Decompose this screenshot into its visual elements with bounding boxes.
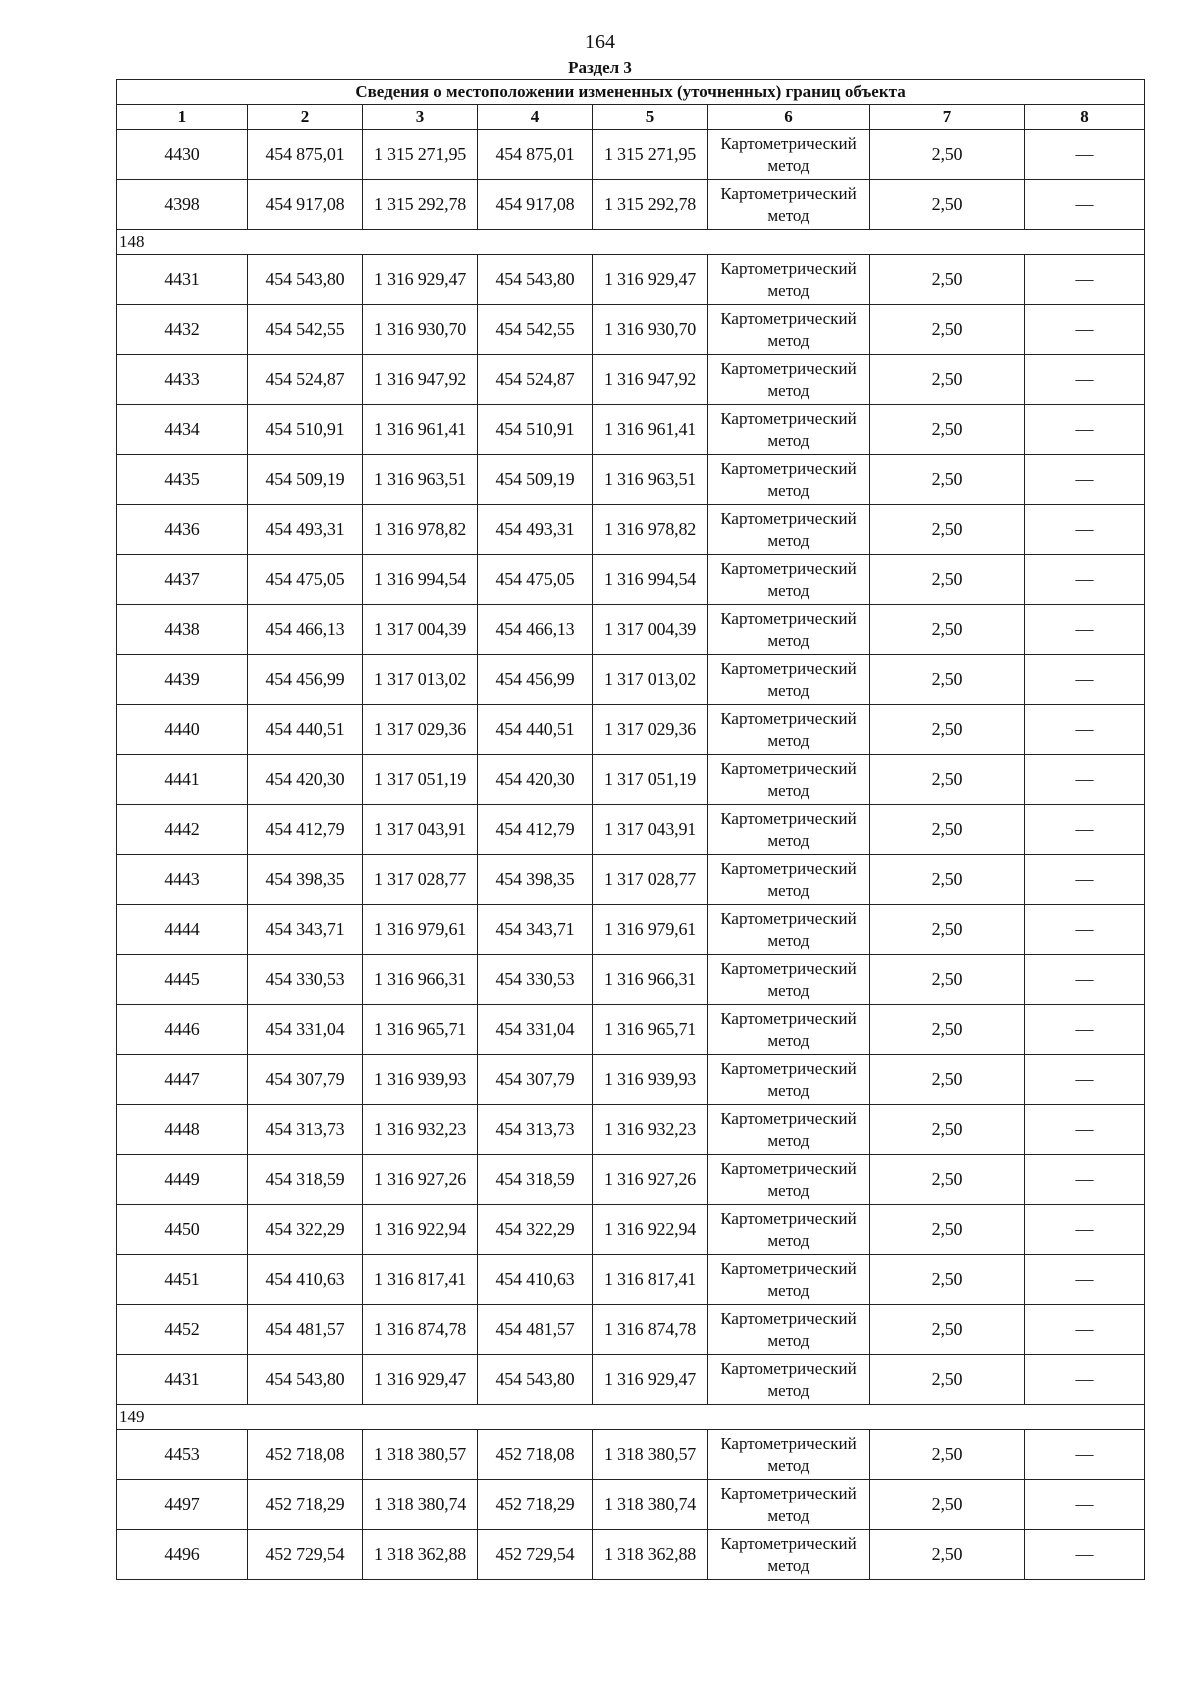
table-body: [117, 130, 1145, 1580]
description-cell: —: [1025, 455, 1145, 505]
y-coordinate-cell: 1 315 292,78: [363, 180, 478, 230]
table-row: [117, 455, 1145, 505]
y-coordinate-cell: 1 317 004,39: [593, 605, 708, 655]
point-number-cell: 4430: [117, 130, 248, 180]
table-row: [117, 855, 1145, 905]
y-coordinate-cell: 1 316 874,78: [363, 1305, 478, 1355]
y-coordinate-cell: 1 317 028,77: [363, 855, 478, 905]
x-coordinate-cell: 454 420,30: [248, 755, 363, 805]
table-row: [117, 955, 1145, 1005]
x-coordinate-cell: 454 412,79: [248, 805, 363, 855]
y-coordinate-cell: 1 318 362,88: [363, 1530, 478, 1580]
table-row: [117, 505, 1145, 555]
x-coordinate-cell: 454 331,04: [248, 1005, 363, 1055]
table-row: [117, 180, 1145, 230]
accuracy-cell: 2,50: [870, 1480, 1025, 1530]
table-caption: Сведения о местоположении измененных (уточненных) границ объекта: [117, 80, 1145, 105]
x-coordinate-cell: 454 510,91: [478, 405, 593, 455]
x-coordinate-cell: 454 456,99: [478, 655, 593, 705]
y-coordinate-cell: 1 318 380,57: [593, 1430, 708, 1480]
y-coordinate-cell: 1 316 965,71: [363, 1005, 478, 1055]
x-coordinate-cell: 454 917,08: [478, 180, 593, 230]
y-coordinate-cell: 1 316 963,51: [593, 455, 708, 505]
x-coordinate-cell: 454 510,91: [248, 405, 363, 455]
method-cell: Картометрический метод: [708, 355, 870, 405]
method-cell: Картометрический метод: [708, 180, 870, 230]
description-cell: —: [1025, 1430, 1145, 1480]
table-row: [117, 305, 1145, 355]
y-coordinate-cell: 1 318 380,74: [593, 1480, 708, 1530]
column-header: 3: [363, 105, 478, 130]
y-coordinate-cell: 1 315 271,95: [593, 130, 708, 180]
method-cell: Картометрический метод: [708, 405, 870, 455]
point-number-cell: 4452: [117, 1305, 248, 1355]
accuracy-cell: 2,50: [870, 1205, 1025, 1255]
y-coordinate-cell: 1 316 994,54: [363, 555, 478, 605]
accuracy-cell: 2,50: [870, 130, 1025, 180]
description-cell: —: [1025, 705, 1145, 755]
x-coordinate-cell: 454 543,80: [478, 255, 593, 305]
method-cell: Картометрический метод: [708, 1105, 870, 1155]
point-number-cell: 4496: [117, 1530, 248, 1580]
x-coordinate-cell: 454 542,55: [478, 305, 593, 355]
accuracy-cell: 2,50: [870, 1155, 1025, 1205]
x-coordinate-cell: 454 307,79: [478, 1055, 593, 1105]
x-coordinate-cell: 454 410,63: [478, 1255, 593, 1305]
x-coordinate-cell: 454 543,80: [248, 1355, 363, 1405]
y-coordinate-cell: 1 315 271,95: [363, 130, 478, 180]
point-number-cell: 4449: [117, 1155, 248, 1205]
x-coordinate-cell: 454 313,73: [248, 1105, 363, 1155]
point-number-cell: 4439: [117, 655, 248, 705]
point-number-cell: 4436: [117, 505, 248, 555]
point-number-cell: 4451: [117, 1255, 248, 1305]
x-coordinate-cell: 454 524,87: [248, 355, 363, 405]
description-cell: —: [1025, 855, 1145, 905]
method-cell: Картометрический метод: [708, 1005, 870, 1055]
point-number-cell: 4447: [117, 1055, 248, 1105]
point-number-cell: 4441: [117, 755, 248, 805]
table-row: [117, 1430, 1145, 1480]
table-row: [117, 1305, 1145, 1355]
accuracy-cell: 2,50: [870, 805, 1025, 855]
table-row: [117, 1055, 1145, 1105]
x-coordinate-cell: 452 729,54: [478, 1530, 593, 1580]
table-caption-row: [117, 80, 1145, 105]
table-row: [117, 1005, 1145, 1055]
accuracy-cell: 2,50: [870, 305, 1025, 355]
y-coordinate-cell: 1 316 965,71: [593, 1005, 708, 1055]
method-cell: Картометрический метод: [708, 1155, 870, 1205]
method-cell: Картометрический метод: [708, 255, 870, 305]
column-header: 2: [248, 105, 363, 130]
column-header: 4: [478, 105, 593, 130]
point-number-cell: 4453: [117, 1430, 248, 1480]
x-coordinate-cell: 452 718,29: [478, 1480, 593, 1530]
table-row: [117, 805, 1145, 855]
description-cell: —: [1025, 1305, 1145, 1355]
table-row: [117, 130, 1145, 180]
table-row: [117, 755, 1145, 805]
point-number-cell: 4448: [117, 1105, 248, 1155]
method-cell: Картометрический метод: [708, 1355, 870, 1405]
description-cell: —: [1025, 905, 1145, 955]
y-coordinate-cell: 1 316 978,82: [363, 505, 478, 555]
x-coordinate-cell: 454 440,51: [248, 705, 363, 755]
description-cell: —: [1025, 755, 1145, 805]
point-number-cell: 4438: [117, 605, 248, 655]
y-coordinate-cell: 1 318 380,74: [363, 1480, 478, 1530]
table-row: [117, 1155, 1145, 1205]
y-coordinate-cell: 1 318 380,57: [363, 1430, 478, 1480]
description-cell: —: [1025, 405, 1145, 455]
point-number-cell: 4431: [117, 255, 248, 305]
point-number-cell: 4398: [117, 180, 248, 230]
point-number-cell: 4443: [117, 855, 248, 905]
point-number-cell: 4444: [117, 905, 248, 955]
description-cell: —: [1025, 130, 1145, 180]
accuracy-cell: 2,50: [870, 855, 1025, 905]
x-coordinate-cell: 454 475,05: [248, 555, 363, 605]
x-coordinate-cell: 454 322,29: [478, 1205, 593, 1255]
y-coordinate-cell: 1 316 932,23: [593, 1105, 708, 1155]
table-row: [117, 705, 1145, 755]
accuracy-cell: 2,50: [870, 1255, 1025, 1305]
description-cell: —: [1025, 1005, 1145, 1055]
description-cell: —: [1025, 605, 1145, 655]
x-coordinate-cell: 454 398,35: [248, 855, 363, 905]
y-coordinate-cell: 1 316 930,70: [363, 305, 478, 355]
method-cell: Картометрический метод: [708, 1255, 870, 1305]
y-coordinate-cell: 1 317 051,19: [593, 755, 708, 805]
y-coordinate-cell: 1 316 922,94: [593, 1205, 708, 1255]
x-coordinate-cell: 454 543,80: [248, 255, 363, 305]
y-coordinate-cell: 1 316 947,92: [363, 355, 478, 405]
y-coordinate-cell: 1 316 932,23: [363, 1105, 478, 1155]
column-header: 1: [117, 105, 248, 130]
x-coordinate-cell: 454 481,57: [248, 1305, 363, 1355]
accuracy-cell: 2,50: [870, 1055, 1025, 1105]
x-coordinate-cell: 454 543,80: [478, 1355, 593, 1405]
description-cell: —: [1025, 305, 1145, 355]
y-coordinate-cell: 1 316 927,26: [593, 1155, 708, 1205]
y-coordinate-cell: 1 316 978,82: [593, 505, 708, 555]
y-coordinate-cell: 1 317 004,39: [363, 605, 478, 655]
table-row: [117, 1530, 1145, 1580]
x-coordinate-cell: 452 718,08: [248, 1430, 363, 1480]
description-cell: —: [1025, 1205, 1145, 1255]
column-header: 6: [708, 105, 870, 130]
y-coordinate-cell: 1 317 013,02: [593, 655, 708, 705]
y-coordinate-cell: 1 316 961,41: [593, 405, 708, 455]
accuracy-cell: 2,50: [870, 1430, 1025, 1480]
column-header: 8: [1025, 105, 1145, 130]
accuracy-cell: 2,50: [870, 955, 1025, 1005]
table-row: [117, 1105, 1145, 1155]
y-coordinate-cell: 1 316 963,51: [363, 455, 478, 505]
point-number-cell: 4450: [117, 1205, 248, 1255]
y-coordinate-cell: 1 317 051,19: [363, 755, 478, 805]
point-number-cell: 4434: [117, 405, 248, 455]
x-coordinate-cell: 454 509,19: [248, 455, 363, 505]
y-coordinate-cell: 1 316 922,94: [363, 1205, 478, 1255]
y-coordinate-cell: 1 316 929,47: [363, 255, 478, 305]
contour-number: 148: [117, 230, 1145, 255]
y-coordinate-cell: 1 316 929,47: [363, 1355, 478, 1405]
table-row: [117, 1205, 1145, 1255]
x-coordinate-cell: 454 307,79: [248, 1055, 363, 1105]
x-coordinate-cell: 452 718,08: [478, 1430, 593, 1480]
x-coordinate-cell: 454 318,59: [248, 1155, 363, 1205]
accuracy-cell: 2,50: [870, 1105, 1025, 1155]
y-coordinate-cell: 1 316 947,92: [593, 355, 708, 405]
method-cell: Картометрический метод: [708, 305, 870, 355]
y-coordinate-cell: 1 316 817,41: [593, 1255, 708, 1305]
accuracy-cell: 2,50: [870, 505, 1025, 555]
method-cell: Картометрический метод: [708, 505, 870, 555]
accuracy-cell: 2,50: [870, 180, 1025, 230]
table-row: [117, 255, 1145, 305]
accuracy-cell: 2,50: [870, 905, 1025, 955]
x-coordinate-cell: 454 493,31: [478, 505, 593, 555]
x-coordinate-cell: 454 318,59: [478, 1155, 593, 1205]
method-cell: Картометрический метод: [708, 1205, 870, 1255]
contour-group-row: [117, 1405, 1145, 1430]
point-number-cell: 4445: [117, 955, 248, 1005]
x-coordinate-cell: 454 509,19: [478, 455, 593, 505]
description-cell: —: [1025, 1530, 1145, 1580]
accuracy-cell: 2,50: [870, 1355, 1025, 1405]
y-coordinate-cell: 1 317 029,36: [593, 705, 708, 755]
point-number-cell: 4442: [117, 805, 248, 855]
method-cell: Картометрический метод: [708, 605, 870, 655]
description-cell: —: [1025, 655, 1145, 705]
table-row: [117, 1355, 1145, 1405]
x-coordinate-cell: 454 466,13: [478, 605, 593, 655]
method-cell: Картометрический метод: [708, 955, 870, 1005]
y-coordinate-cell: 1 316 929,47: [593, 255, 708, 305]
x-coordinate-cell: 454 493,31: [248, 505, 363, 555]
y-coordinate-cell: 1 317 043,91: [363, 805, 478, 855]
x-coordinate-cell: 454 917,08: [248, 180, 363, 230]
table-row: [117, 1255, 1145, 1305]
y-coordinate-cell: 1 317 043,91: [593, 805, 708, 855]
accuracy-cell: 2,50: [870, 705, 1025, 755]
boundary-coordinates-table: [116, 79, 1145, 1580]
point-number-cell: 4446: [117, 1005, 248, 1055]
description-cell: —: [1025, 1105, 1145, 1155]
description-cell: —: [1025, 805, 1145, 855]
y-coordinate-cell: 1 316 927,26: [363, 1155, 478, 1205]
y-coordinate-cell: 1 316 939,93: [363, 1055, 478, 1105]
method-cell: Картометрический метод: [708, 455, 870, 505]
page-number: 164: [585, 31, 615, 53]
x-coordinate-cell: 454 412,79: [478, 805, 593, 855]
y-coordinate-cell: 1 316 994,54: [593, 555, 708, 605]
accuracy-cell: 2,50: [870, 455, 1025, 505]
description-cell: —: [1025, 255, 1145, 305]
description-cell: —: [1025, 555, 1145, 605]
accuracy-cell: 2,50: [870, 355, 1025, 405]
description-cell: —: [1025, 355, 1145, 405]
x-coordinate-cell: 454 313,73: [478, 1105, 593, 1155]
method-cell: Картометрический метод: [708, 555, 870, 605]
x-coordinate-cell: 454 481,57: [478, 1305, 593, 1355]
y-coordinate-cell: 1 316 979,61: [363, 905, 478, 955]
accuracy-cell: 2,50: [870, 405, 1025, 455]
point-number-cell: 4435: [117, 455, 248, 505]
x-coordinate-cell: 454 875,01: [478, 130, 593, 180]
y-coordinate-cell: 1 316 979,61: [593, 905, 708, 955]
accuracy-cell: 2,50: [870, 1305, 1025, 1355]
table-row: [117, 555, 1145, 605]
description-cell: —: [1025, 1480, 1145, 1530]
x-coordinate-cell: 452 729,54: [248, 1530, 363, 1580]
x-coordinate-cell: 454 456,99: [248, 655, 363, 705]
x-coordinate-cell: 454 542,55: [248, 305, 363, 355]
x-coordinate-cell: 454 875,01: [248, 130, 363, 180]
table-header-row: [117, 105, 1145, 130]
point-number-cell: 4433: [117, 355, 248, 405]
y-coordinate-cell: 1 316 966,31: [363, 955, 478, 1005]
y-coordinate-cell: 1 317 013,02: [363, 655, 478, 705]
description-cell: —: [1025, 1355, 1145, 1405]
description-cell: —: [1025, 1055, 1145, 1105]
x-coordinate-cell: 452 718,29: [248, 1480, 363, 1530]
y-coordinate-cell: 1 316 961,41: [363, 405, 478, 455]
y-coordinate-cell: 1 318 362,88: [593, 1530, 708, 1580]
contour-number: 149: [117, 1405, 1145, 1430]
description-cell: —: [1025, 1255, 1145, 1305]
y-coordinate-cell: 1 317 028,77: [593, 855, 708, 905]
y-coordinate-cell: 1 316 939,93: [593, 1055, 708, 1105]
accuracy-cell: 2,50: [870, 605, 1025, 655]
x-coordinate-cell: 454 440,51: [478, 705, 593, 755]
method-cell: Картометрический метод: [708, 805, 870, 855]
method-cell: Картометрический метод: [708, 855, 870, 905]
x-coordinate-cell: 454 330,53: [248, 955, 363, 1005]
x-coordinate-cell: 454 331,04: [478, 1005, 593, 1055]
description-cell: —: [1025, 180, 1145, 230]
method-cell: Картометрический метод: [708, 1305, 870, 1355]
description-cell: —: [1025, 1155, 1145, 1205]
description-cell: —: [1025, 955, 1145, 1005]
table-row: [117, 355, 1145, 405]
accuracy-cell: 2,50: [870, 555, 1025, 605]
method-cell: Картометрический метод: [708, 1530, 870, 1580]
x-coordinate-cell: 454 343,71: [248, 905, 363, 955]
accuracy-cell: 2,50: [870, 655, 1025, 705]
method-cell: Картометрический метод: [708, 705, 870, 755]
contour-group-row: [117, 230, 1145, 255]
point-number-cell: 4440: [117, 705, 248, 755]
x-coordinate-cell: 454 322,29: [248, 1205, 363, 1255]
x-coordinate-cell: 454 524,87: [478, 355, 593, 405]
point-number-cell: 4497: [117, 1480, 248, 1530]
y-coordinate-cell: 1 316 929,47: [593, 1355, 708, 1405]
method-cell: Картометрический метод: [708, 905, 870, 955]
table-row: [117, 1480, 1145, 1530]
method-cell: Картометрический метод: [708, 655, 870, 705]
y-coordinate-cell: 1 316 874,78: [593, 1305, 708, 1355]
section-title: Раздел 3: [568, 58, 632, 77]
table-row: [117, 405, 1145, 455]
x-coordinate-cell: 454 475,05: [478, 555, 593, 605]
x-coordinate-cell: 454 398,35: [478, 855, 593, 905]
x-coordinate-cell: 454 410,63: [248, 1255, 363, 1305]
method-cell: Картометрический метод: [708, 1430, 870, 1480]
description-cell: —: [1025, 505, 1145, 555]
method-cell: Картометрический метод: [708, 755, 870, 805]
method-cell: Картометрический метод: [708, 1480, 870, 1530]
point-number-cell: 4432: [117, 305, 248, 355]
method-cell: Картометрический метод: [708, 1055, 870, 1105]
x-coordinate-cell: 454 420,30: [478, 755, 593, 805]
accuracy-cell: 2,50: [870, 255, 1025, 305]
accuracy-cell: 2,50: [870, 1005, 1025, 1055]
y-coordinate-cell: 1 315 292,78: [593, 180, 708, 230]
point-number-cell: 4437: [117, 555, 248, 605]
x-coordinate-cell: 454 343,71: [478, 905, 593, 955]
table-row: [117, 655, 1145, 705]
table-row: [117, 905, 1145, 955]
point-number-cell: 4431: [117, 1355, 248, 1405]
y-coordinate-cell: 1 317 029,36: [363, 705, 478, 755]
y-coordinate-cell: 1 316 817,41: [363, 1255, 478, 1305]
accuracy-cell: 2,50: [870, 1530, 1025, 1580]
accuracy-cell: 2,50: [870, 755, 1025, 805]
column-header: 7: [870, 105, 1025, 130]
column-header: 5: [593, 105, 708, 130]
x-coordinate-cell: 454 466,13: [248, 605, 363, 655]
y-coordinate-cell: 1 316 966,31: [593, 955, 708, 1005]
table-row: [117, 605, 1145, 655]
method-cell: Картометрический метод: [708, 130, 870, 180]
x-coordinate-cell: 454 330,53: [478, 955, 593, 1005]
y-coordinate-cell: 1 316 930,70: [593, 305, 708, 355]
